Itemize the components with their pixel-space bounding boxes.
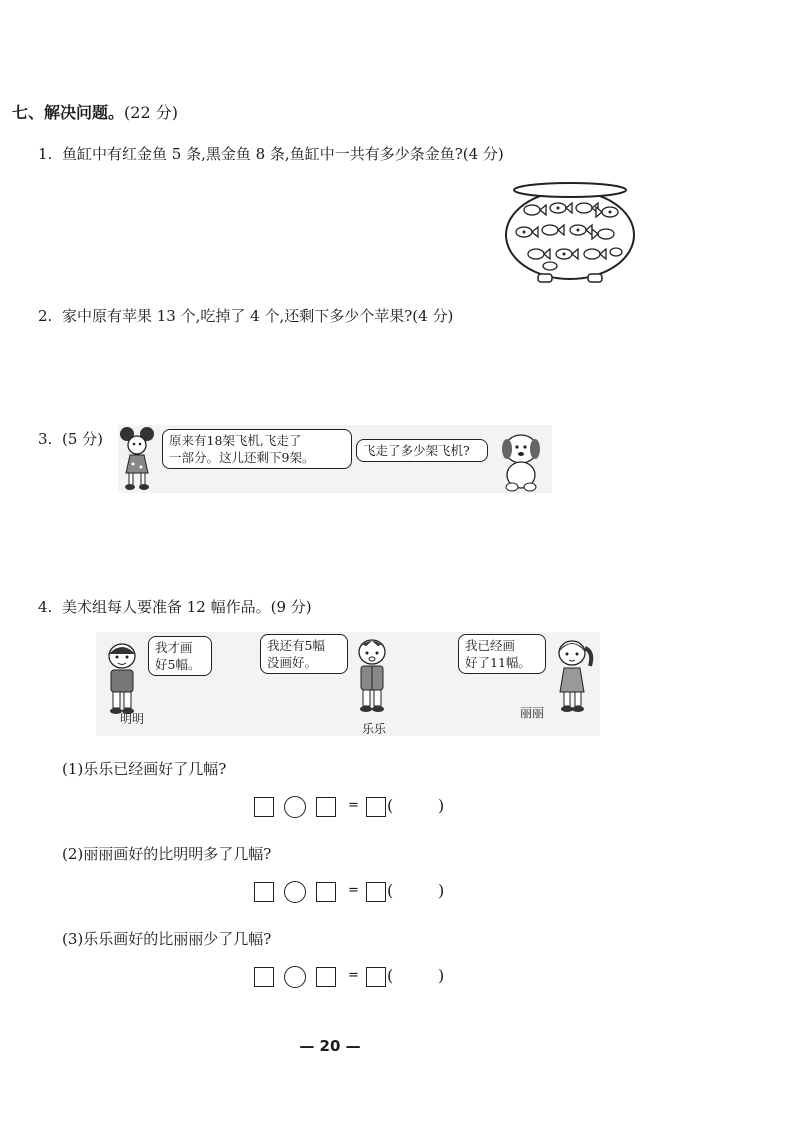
question-4 (38, 596, 312, 617)
name-label: 乐乐 (362, 722, 387, 736)
dog-character-illustration (498, 431, 544, 493)
question-3 (38, 428, 103, 449)
sub-question-3: (3)乐乐画好的比丽丽少了几幅? (62, 930, 272, 948)
answer-box[interactable] (366, 967, 386, 987)
operator-circle[interactable] (284, 966, 306, 988)
question-points: (5 分) (62, 430, 104, 448)
section-points: (22 分) (124, 103, 178, 122)
speech-bubble-lele: 我还有5幅 没画好。 (260, 634, 348, 674)
sub-question-2: (2)丽丽画好的比明明多了几幅? (62, 845, 272, 863)
speech-bubble-lili: 我已经画 好了11幅。 (458, 634, 546, 674)
paren-open: ( (387, 881, 394, 900)
girl-lili-illustration (550, 638, 596, 718)
q3-scene (118, 425, 552, 493)
question-number: 2. (38, 307, 53, 325)
answer-box[interactable] (366, 797, 386, 817)
section-title: 七、解决问题。 (12, 103, 125, 122)
equation-row-2 (254, 882, 454, 904)
question-text: 鱼缸中有红金鱼 5 条,黑金鱼 8 条,鱼缸中一共有多少条金鱼?(4 分) (62, 145, 504, 163)
question-number: 1. (38, 145, 53, 163)
question-number: 4. (38, 598, 53, 616)
answer-box[interactable] (254, 882, 274, 902)
equals-sign: = (348, 883, 359, 898)
section-heading (12, 100, 178, 123)
answer-box[interactable] (366, 882, 386, 902)
name-label: 明明 (120, 712, 145, 726)
boy-lele-illustration (350, 638, 394, 716)
paren-close: ) (438, 796, 445, 815)
boy-mingming-illustration (100, 642, 144, 718)
sub-question-1: (1)乐乐已经画好了几幅? (62, 760, 227, 778)
answer-box[interactable] (316, 967, 336, 987)
answer-box[interactable] (316, 882, 336, 902)
page-number: — 20 — (299, 1037, 361, 1055)
paren-open: ( (387, 796, 394, 815)
fish-bowl-illustration (500, 178, 640, 284)
paren-close: ) (438, 966, 445, 985)
operator-circle[interactable] (284, 796, 306, 818)
equals-sign: = (348, 798, 359, 813)
paren-open: ( (387, 966, 394, 985)
answer-box[interactable] (254, 797, 274, 817)
speech-bubble-mingming: 我才画 好5幅。 (148, 636, 212, 676)
equation-row-3 (254, 967, 454, 989)
q4-scene (96, 632, 600, 736)
question-1 (38, 143, 504, 164)
equation-row-1 (254, 797, 454, 819)
name-label: 丽丽 (520, 706, 545, 720)
equals-sign: = (348, 968, 359, 983)
answer-box[interactable] (254, 967, 274, 987)
speech-bubble-right: 飞走了多少架飞机? (356, 439, 488, 462)
question-2 (38, 305, 453, 326)
answer-box[interactable] (316, 797, 336, 817)
mouse-character-illustration (118, 425, 158, 493)
question-text: 家中原有苹果 13 个,吃掉了 4 个,还剩下多少个苹果?(4 分) (62, 307, 454, 325)
operator-circle[interactable] (284, 881, 306, 903)
question-text: 美术组每人要准备 12 幅作品。(9 分) (62, 598, 312, 616)
paren-close: ) (438, 881, 445, 900)
speech-bubble-left: 原来有18架飞机,飞走了 一部分。这儿还剩下9架。 (162, 429, 352, 469)
question-number: 3. (38, 430, 53, 448)
